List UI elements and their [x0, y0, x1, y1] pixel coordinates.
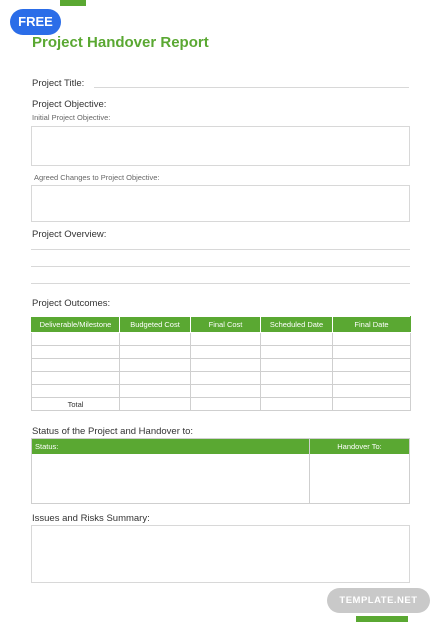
overview-line-3	[31, 283, 410, 284]
issues-heading: Issues and Risks Summary:	[32, 513, 150, 524]
status-heading: Status of the Project and Handover to:	[32, 426, 194, 437]
table-row	[32, 333, 411, 346]
overview-line-2	[31, 266, 410, 267]
table-row	[32, 359, 411, 372]
table-row	[32, 372, 411, 385]
col-final-date: Final Date	[333, 317, 411, 333]
col-final-cost: Final Cost	[191, 317, 261, 333]
status-column-header: Status:	[32, 439, 309, 454]
project-title-line	[94, 87, 409, 88]
issues-box	[31, 525, 410, 583]
outcomes-header-row	[32, 317, 411, 333]
overview-line-1	[31, 249, 410, 250]
initial-objective-label: Initial Project Objective:	[32, 113, 111, 122]
project-objective-heading: Project Objective:	[32, 99, 107, 110]
initial-objective-box	[31, 126, 410, 166]
agreed-changes-label: Agreed Changes to Project Objective:	[34, 173, 160, 182]
col-deliverable: Deliverable/Milestone	[32, 317, 120, 333]
status-divider	[309, 439, 310, 503]
table-row	[32, 385, 411, 398]
col-scheduled-date: Scheduled Date	[261, 317, 333, 333]
total-row	[32, 398, 411, 411]
free-badge: FREE	[10, 9, 61, 35]
document-title: Project Handover Report	[32, 34, 209, 51]
total-label: Total	[32, 398, 120, 411]
agreed-changes-box	[31, 185, 410, 222]
top-accent-bar	[60, 0, 86, 6]
table-row	[32, 346, 411, 359]
bottom-accent-bar	[356, 616, 408, 622]
project-overview-heading: Project Overview:	[32, 229, 107, 240]
status-table	[31, 438, 410, 504]
project-title-label: Project Title:	[32, 78, 85, 89]
outcomes-table	[31, 316, 411, 411]
handover-column-header: Handover To:	[310, 439, 409, 454]
template-net-watermark: TEMPLATE.NET	[327, 588, 430, 613]
project-outcomes-heading: Project Outcomes:	[32, 298, 111, 309]
col-budgeted-cost: Budgeted Cost	[120, 317, 191, 333]
